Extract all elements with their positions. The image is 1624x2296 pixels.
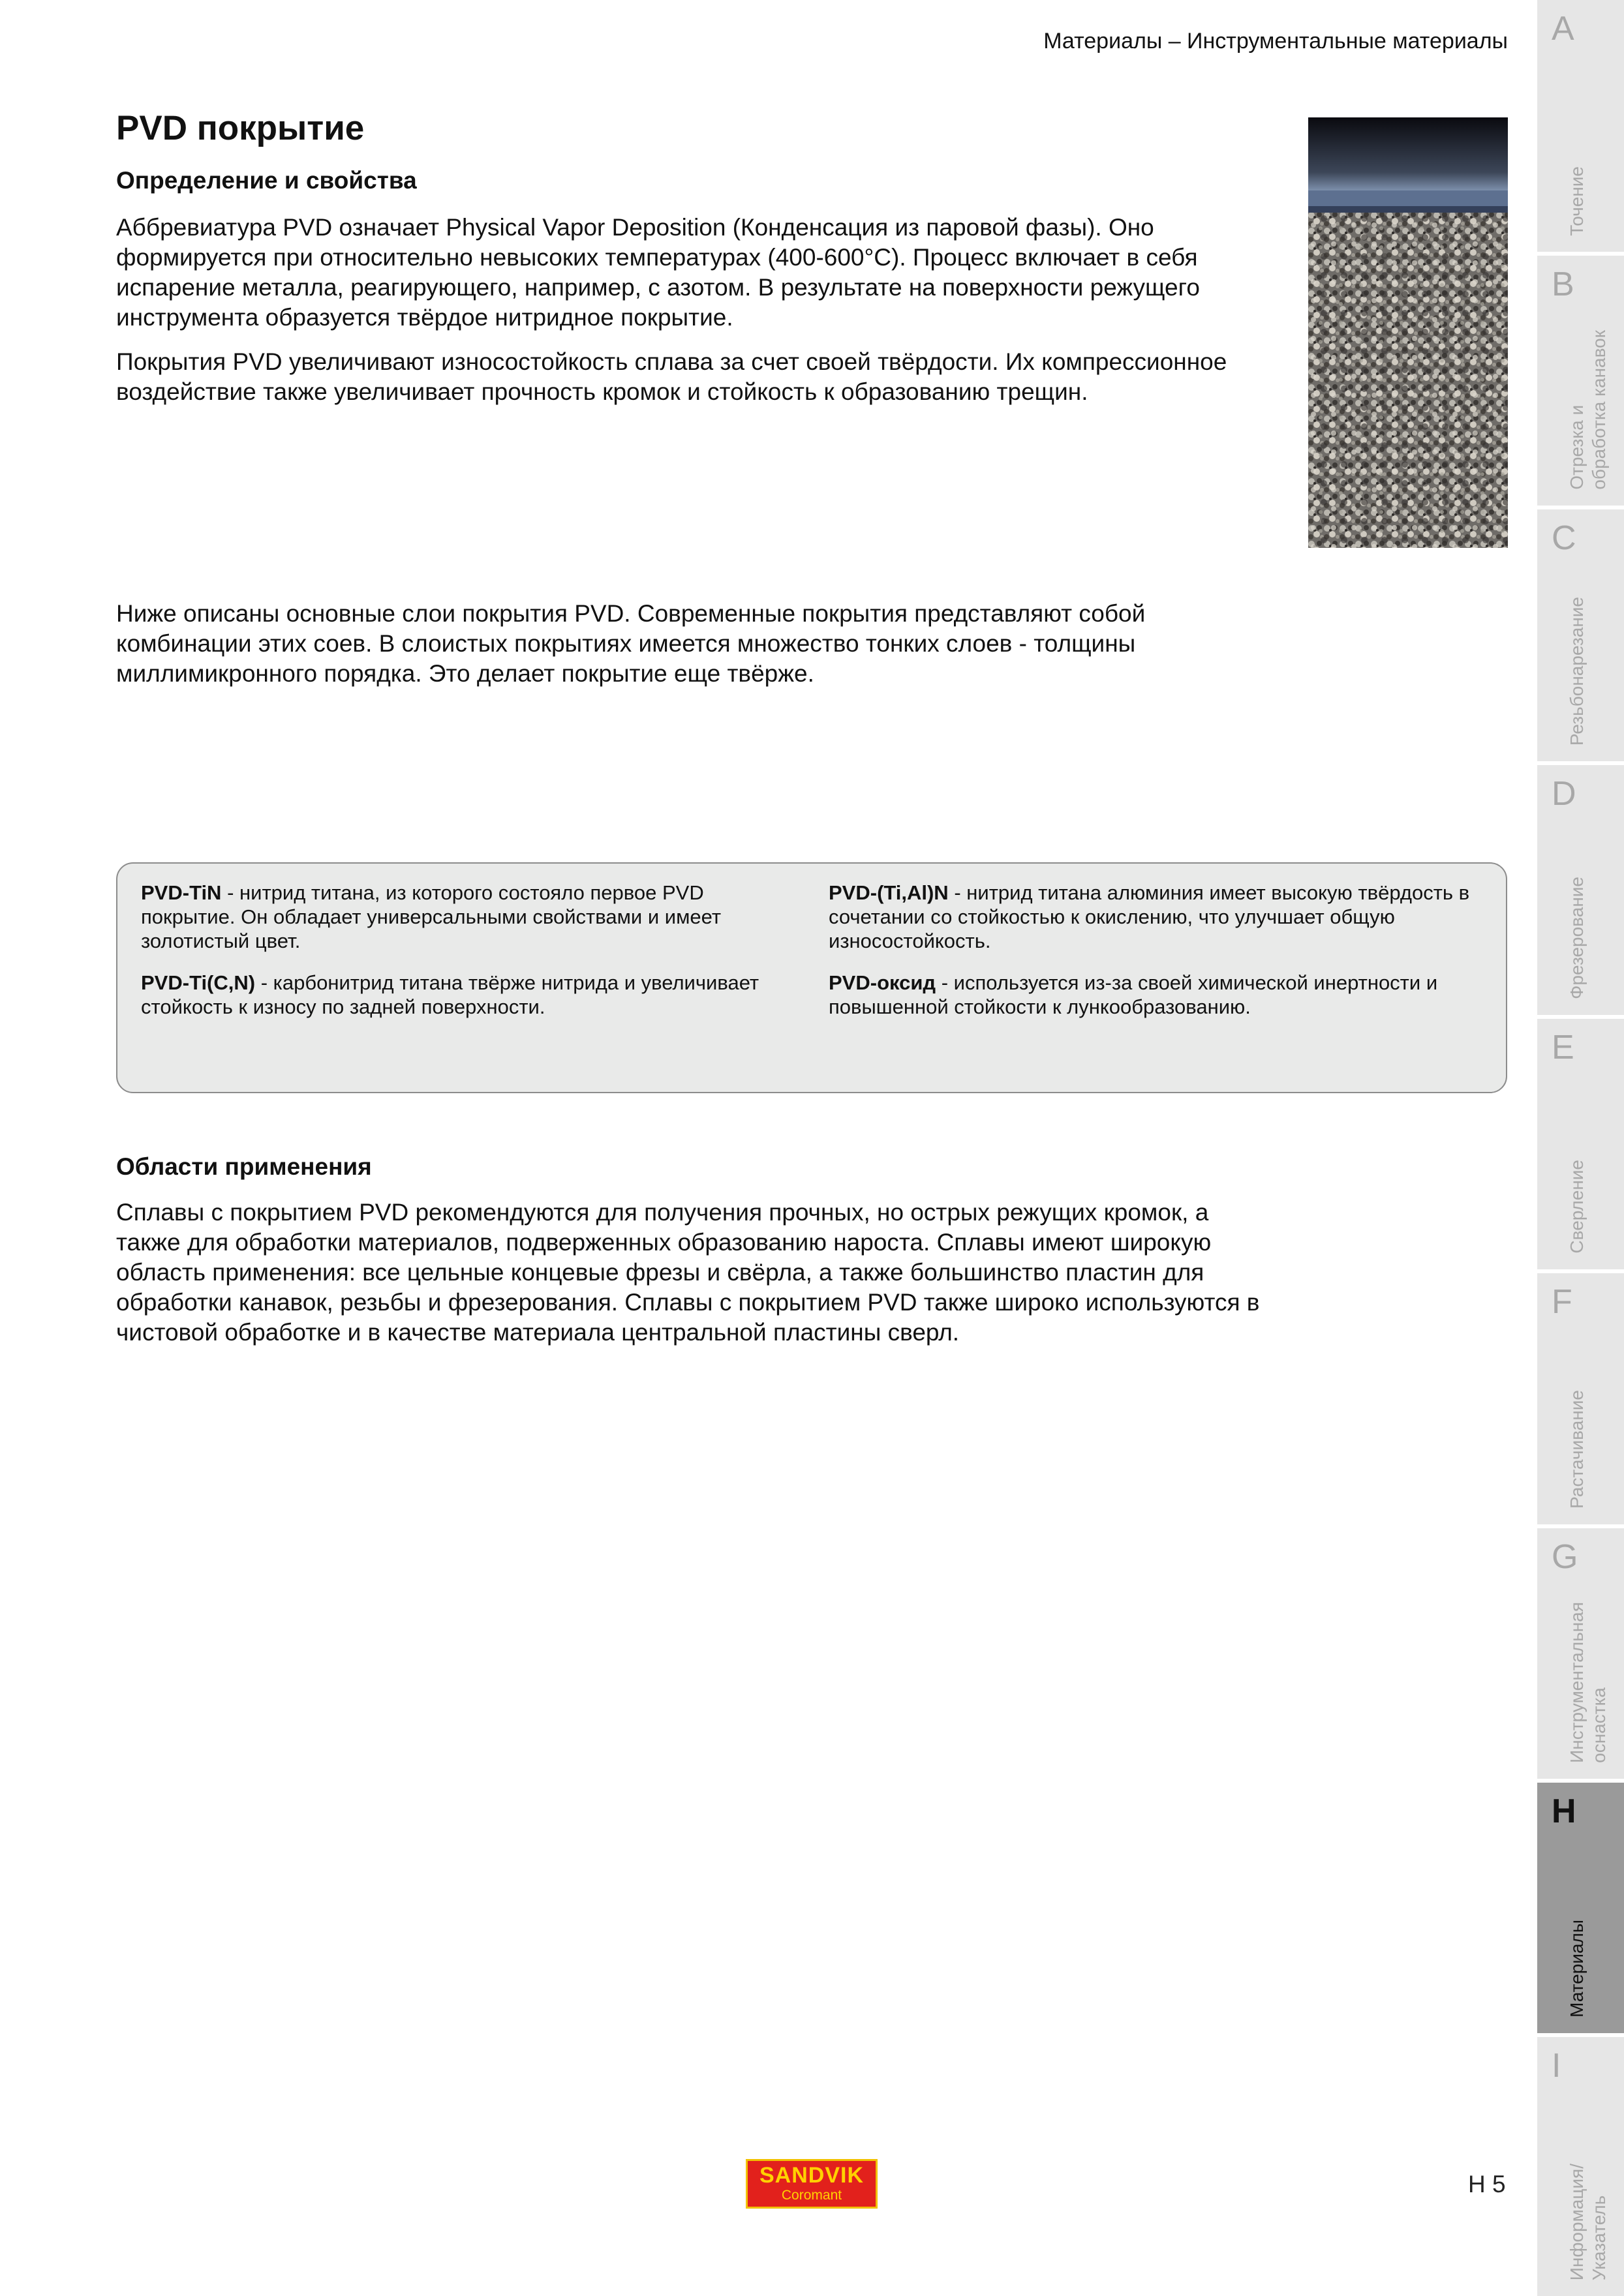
definition-paragraph-1: Аббревиатура PVD означает Physical Vapor Deposition (Конденсация из паровой фазы). Оно формируется при относительно невысоких температурах (400-600°С). Процесс включает в себя испарение металла, реагирующего, например, с азотом. В результате на поверхности режущего инструмента образуется твёрдое нитридное покрытие. — [116, 214, 1200, 331]
definition-paragraph-2: Покрытия PVD увеличивают износостойкость сплава за счет своей твёрдости. Их компрессионное воздействие также увеличивает прочность кромок и стойкость к образованию трещин. — [116, 348, 1227, 405]
section-tab-f[interactable]: F Растачивание — [1537, 1273, 1624, 1524]
running-header: Материалы – Инструментальные материалы — [1043, 29, 1508, 53]
coating-item: PVD-TiN - нитрид титана, из которого состояло первое PVD покрытие. Он обладает универсальными свойствами и имеет золотистый цвет. — [141, 881, 722, 952]
coatings-info-box — [116, 862, 1507, 1093]
applications-paragraph: Сплавы с покрытием PVD рекомендуются для получения прочных, но острых режущих кромок, а также для обработки материалов, подверженных образованию нароста. Сплавы имеют широкую область применения: все цельные концевые фрезы и свёрла, а также большинство пластин для обработки канавок, резьбы и фрезерования. Сплавы с покрытием PVD также широко используются в чистовой обработке и в качестве материала центральной пластины сверл. — [116, 1199, 1260, 1346]
applications-heading: Области применения — [116, 1153, 372, 1180]
section-tab-i[interactable]: I Информация/ Указатель — [1537, 2037, 1624, 2296]
section-tab-e[interactable]: E Сверление — [1537, 1019, 1624, 1269]
coating-item: PVD-Ti(C,N) - карбонитрид титана твёрже нитрида и увеличивает стойкость к износу по задней поверхности. — [141, 971, 759, 1018]
section-tab-g[interactable]: G Инструментальная оснастка — [1537, 1528, 1624, 1779]
page-title: PVD покрытие — [116, 109, 365, 147]
layers-paragraph: Ниже описаны основные слои покрытия PVD. Современные покрытия представляют собой комбинации этих соев. В слоистых покрытиях имеется множество тонких слоев - толщины миллимикронного порядка. Это делает покрытие еще твёрже. — [116, 600, 1146, 687]
section-tab-d[interactable]: D Фрезерование — [1537, 765, 1624, 1015]
coating-item: PVD-(Ti,Al)N - нитрид титана алюминия имеет высокую твёрдость в сочетании со стойкостью к окислению, что улучшает общую износостойкость. — [829, 881, 1470, 952]
section-tab-b[interactable]: B Отрезка и обработка канавок — [1537, 256, 1624, 506]
sandvik-coromant-logo: SANDVIK Coromant — [746, 2159, 878, 2209]
coating-micrograph-image — [1308, 117, 1508, 548]
section-tab-a[interactable]: A Точение — [1537, 0, 1624, 252]
section-tab-c[interactable]: C Резьбонарезание — [1537, 509, 1624, 761]
definition-heading: Определение и свойства — [116, 167, 417, 194]
section-tab-h[interactable]: H Материалы — [1537, 1783, 1624, 2033]
coating-item: PVD-оксид - используется из-за своей химической инертности и повышенной стойкости к лункообразованию. — [829, 971, 1438, 1018]
page-number: H 5 — [1468, 2171, 1506, 2198]
